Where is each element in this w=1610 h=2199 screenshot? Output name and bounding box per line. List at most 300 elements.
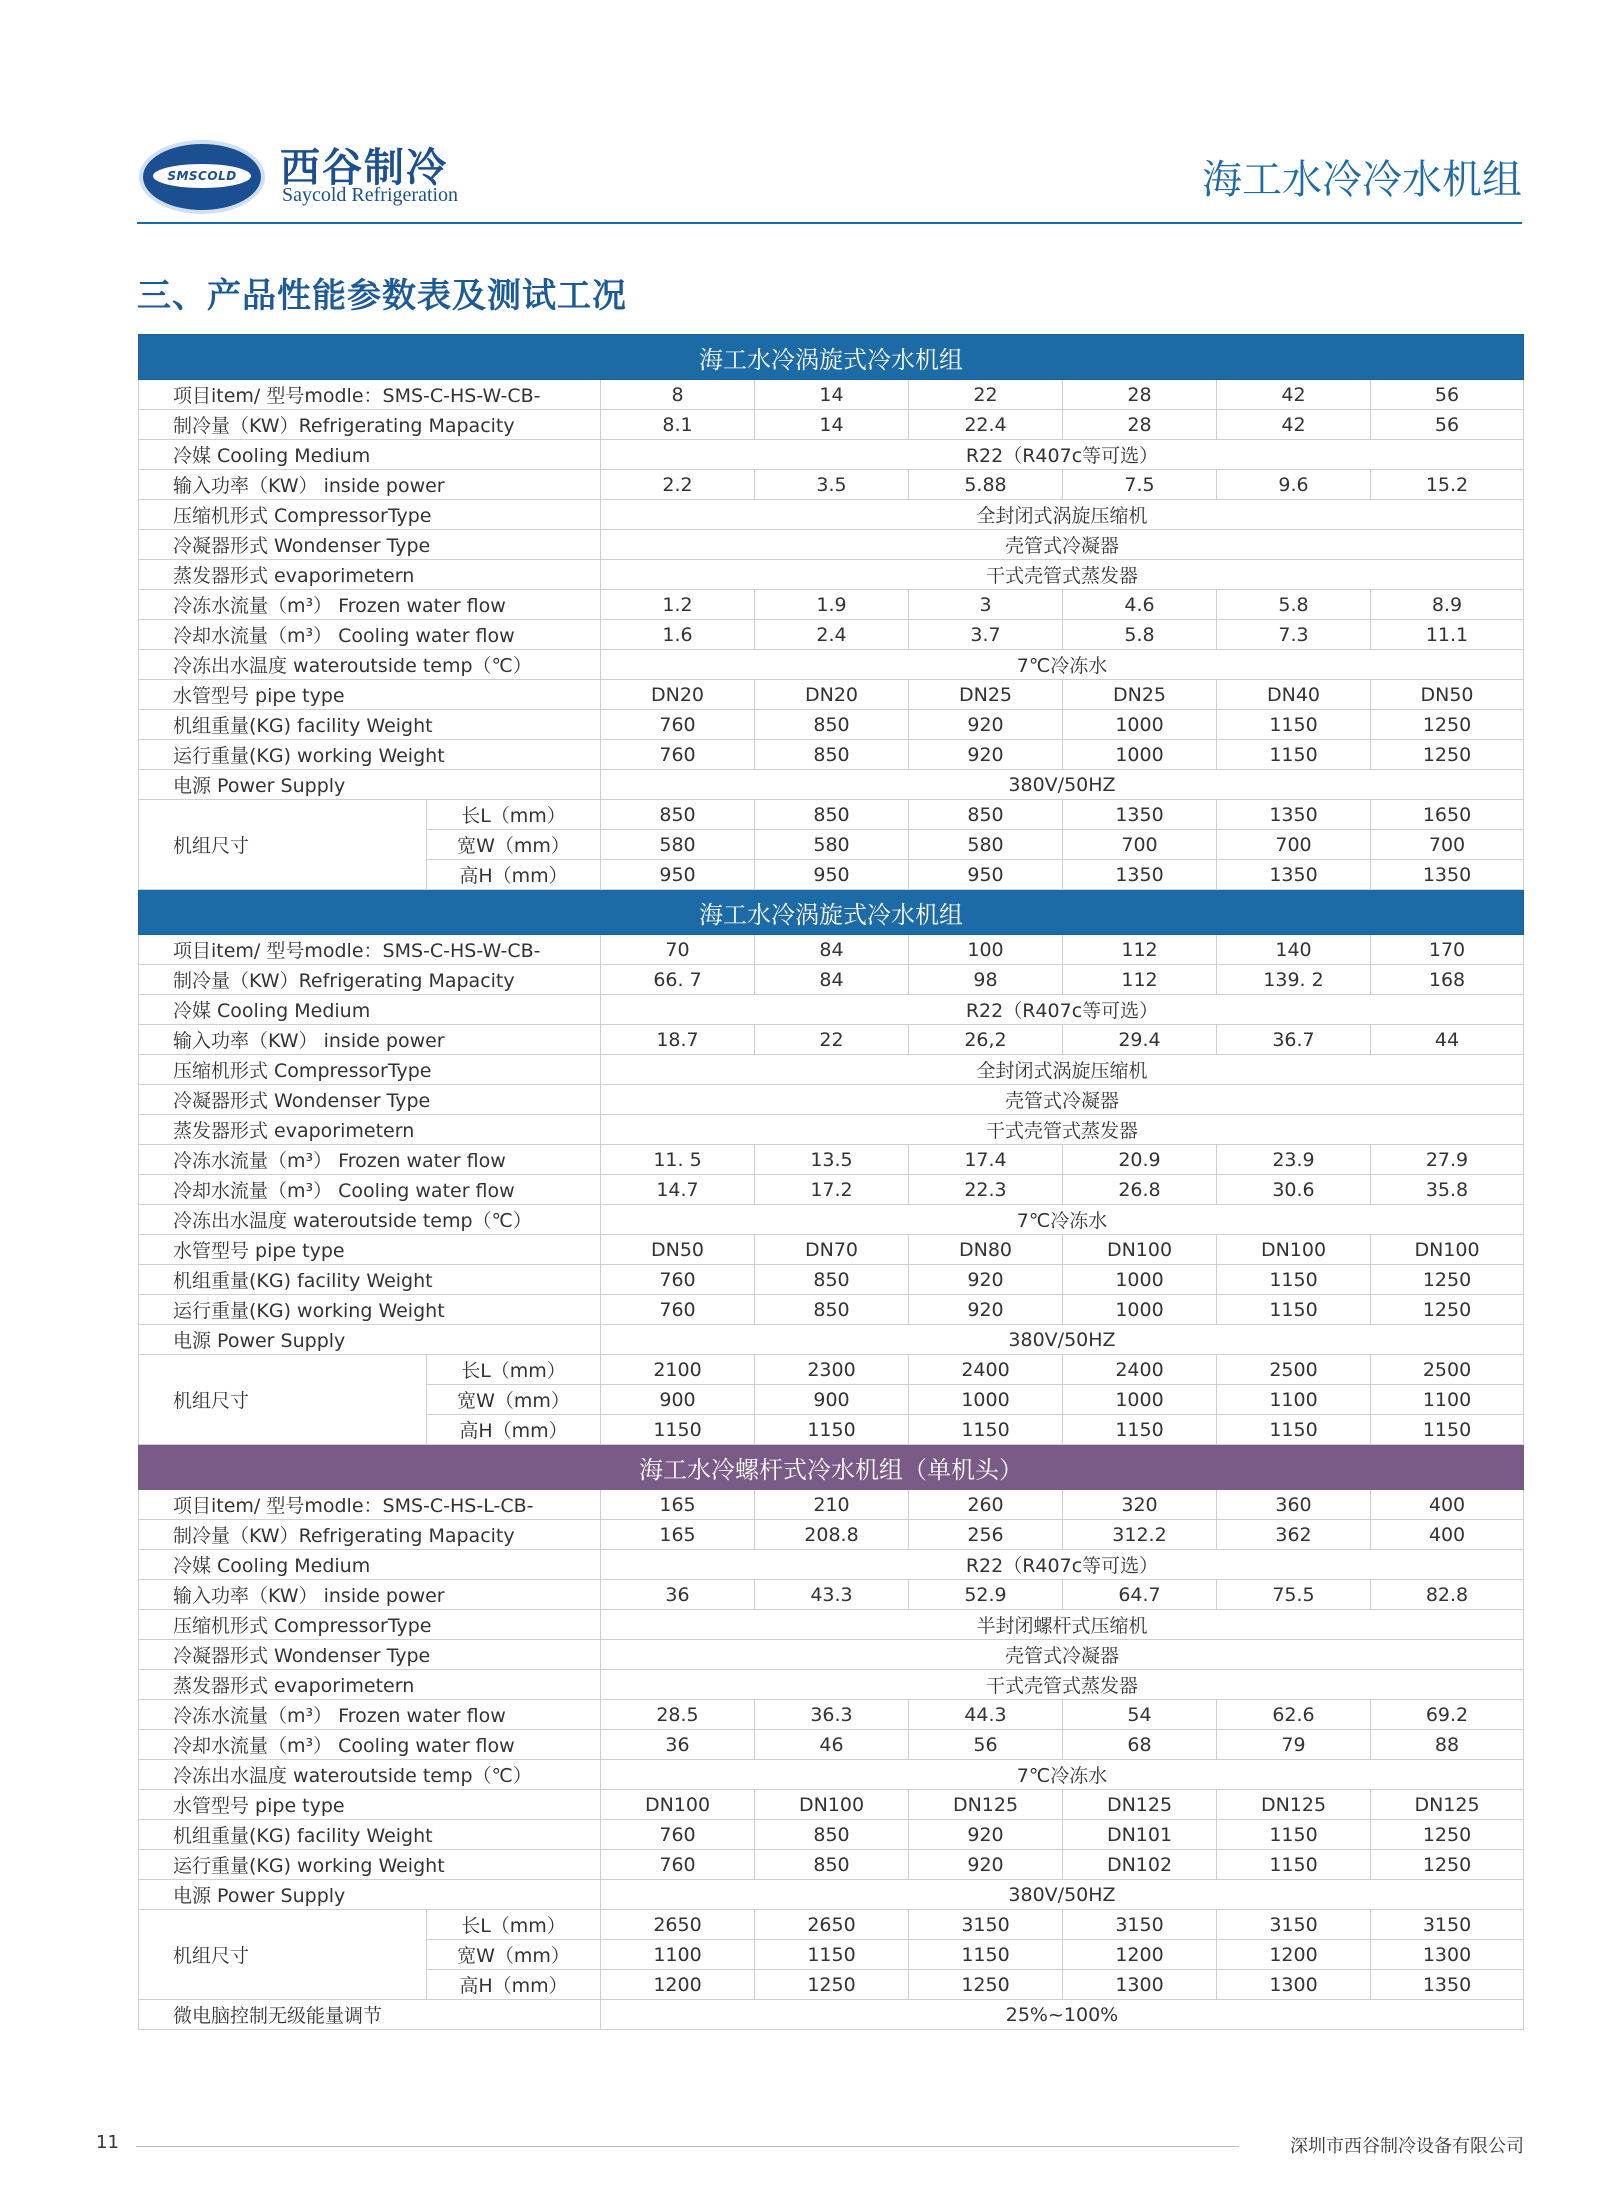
header-divider — [137, 222, 1522, 224]
model-cell: 112 — [1063, 935, 1217, 965]
size-length-cell: 2400 — [1063, 1355, 1217, 1385]
size-width-cell: 1100 — [1217, 1385, 1371, 1415]
facility-weight-cell: DN101 — [1063, 1820, 1217, 1850]
power-label: 输入功率（KW） inside power — [139, 470, 601, 500]
model-cell: 8 — [601, 380, 755, 410]
condenser-value: 壳管式冷凝器 — [601, 1640, 1524, 1670]
power-row — [139, 1025, 1524, 1055]
working-weight-cell: 1150 — [1217, 740, 1371, 770]
power-cell: 36.7 — [1217, 1025, 1371, 1055]
size-height-cell: 1300 — [1063, 1970, 1217, 2000]
cooling-flow-cell: 5.8 — [1063, 620, 1217, 650]
size-width-cell: 1000 — [909, 1385, 1063, 1415]
condenser-value: 壳管式冷凝器 — [601, 1085, 1524, 1115]
working-weight-label: 运行重量(KG) working Weight — [139, 740, 601, 770]
frozen-flow-label: 冷冻水流量（m³） Frozen water flow — [139, 590, 601, 620]
size-width-cell: 700 — [1217, 830, 1371, 860]
size-label: 机组尺寸 — [139, 1355, 427, 1445]
size-height-cell: 1350 — [1063, 860, 1217, 890]
facility-weight-cell: 1250 — [1371, 1820, 1524, 1850]
model-cell: 360 — [1217, 1490, 1371, 1520]
cooling-flow-row — [139, 1175, 1524, 1205]
medium-row — [139, 440, 1524, 470]
evaporator-value: 干式壳管式蒸发器 — [601, 1670, 1524, 1700]
compressor-value: 全封闭式涡旋压缩机 — [601, 500, 1524, 530]
size-width-cell: 1150 — [755, 1940, 909, 1970]
size-width-cell: 580 — [601, 830, 755, 860]
evaporator-value: 干式壳管式蒸发器 — [601, 560, 1524, 590]
working-weight-cell: 850 — [755, 1295, 909, 1325]
size-length-row — [139, 1910, 1524, 1940]
power-supply-row — [139, 770, 1524, 800]
power-supply-row — [139, 1325, 1524, 1355]
capacity-cell: 28 — [1063, 410, 1217, 440]
cooling-flow-cell: 11.1 — [1371, 620, 1524, 650]
size-label: 机组尺寸 — [139, 1910, 427, 2000]
size-length-cell: 2400 — [909, 1355, 1063, 1385]
power-supply-row — [139, 1880, 1524, 1910]
evaporator-row — [139, 1670, 1524, 1700]
section-title: 三、产品性能参数表及测试工况 — [137, 276, 627, 316]
size-width-cell: 1200 — [1063, 1940, 1217, 1970]
power-cell: 2.2 — [601, 470, 755, 500]
power-supply-value: 380V/50HZ — [601, 1880, 1524, 1910]
working-weight-cell: 920 — [909, 740, 1063, 770]
cooling-flow-cell: 30.6 — [1217, 1175, 1371, 1205]
working-weight-cell: 1250 — [1371, 1295, 1524, 1325]
frozen-flow-cell: 36.3 — [755, 1700, 909, 1730]
frozen-flow-cell: 5.8 — [1217, 590, 1371, 620]
capacity-row — [139, 965, 1524, 995]
model-cell: 140 — [1217, 935, 1371, 965]
model-label: 项目item/ 型号modle：SMS-C-HS-W-CB- — [139, 380, 601, 410]
size-length-label: 长L（mm） — [427, 1910, 601, 1940]
size-height-cell: 1150 — [1217, 1415, 1371, 1445]
section-band-title: 海工水冷螺杆式冷水机组（单机头） — [139, 1445, 1524, 1490]
facility-weight-cell: 760 — [601, 1820, 755, 1850]
pipe-cell: DN125 — [909, 1790, 1063, 1820]
size-length-cell: 1650 — [1371, 800, 1524, 830]
brand-name-cn: 西谷制冷 — [280, 144, 448, 191]
capacity-cell: 165 — [601, 1520, 755, 1550]
capacity-cell: 139. 2 — [1217, 965, 1371, 995]
frozen-flow-label: 冷冻水流量（m³） Frozen water flow — [139, 1700, 601, 1730]
facility-weight-cell: 1150 — [1217, 710, 1371, 740]
size-width-cell: 1300 — [1371, 1940, 1524, 1970]
size-length-cell: 850 — [755, 800, 909, 830]
cooling-flow-cell: 46 — [755, 1730, 909, 1760]
model-row — [139, 1490, 1524, 1520]
cooling-flow-cell: 35.8 — [1371, 1175, 1524, 1205]
size-height-cell: 1150 — [1063, 1415, 1217, 1445]
frozen-flow-cell: 1.2 — [601, 590, 755, 620]
spec-table — [138, 334, 1524, 2030]
capacity-label: 制冷量（KW）Refrigerating Mapacity — [139, 1520, 601, 1550]
size-length-cell: 2650 — [755, 1910, 909, 1940]
size-length-label: 长L（mm） — [427, 1355, 601, 1385]
cooling-flow-label: 冷却水流量（m³） Cooling water flow — [139, 1175, 601, 1205]
working-weight-row — [139, 1295, 1524, 1325]
pipe-cell: DN100 — [601, 1790, 755, 1820]
section-band-title: 海工水冷涡旋式冷水机组 — [139, 890, 1524, 935]
footer-divider — [136, 2146, 1239, 2147]
cooling-flow-cell: 88 — [1371, 1730, 1524, 1760]
facility-weight-cell: 1250 — [1371, 1265, 1524, 1295]
frozen-flow-row — [139, 1700, 1524, 1730]
cooling-flow-cell: 22.3 — [909, 1175, 1063, 1205]
evaporator-row — [139, 560, 1524, 590]
size-height-cell: 1350 — [1217, 860, 1371, 890]
facility-weight-cell: 920 — [909, 1820, 1063, 1850]
medium-label: 冷媒 Cooling Medium — [139, 440, 601, 470]
capacity-cell: 208.8 — [755, 1520, 909, 1550]
size-height-cell: 1350 — [1371, 1970, 1524, 2000]
compressor-value: 全封闭式涡旋压缩机 — [601, 1055, 1524, 1085]
model-cell: 400 — [1371, 1490, 1524, 1520]
size-height-cell: 950 — [755, 860, 909, 890]
pipe-row — [139, 1235, 1524, 1265]
size-width-cell: 900 — [601, 1385, 755, 1415]
working-weight-cell: 760 — [601, 1850, 755, 1880]
model-cell: 14 — [755, 380, 909, 410]
frozen-flow-cell: 69.2 — [1371, 1700, 1524, 1730]
facility-weight-cell: 760 — [601, 710, 755, 740]
pipe-cell: DN50 — [601, 1235, 755, 1265]
facility-weight-cell: 850 — [755, 1265, 909, 1295]
size-length-cell: 2100 — [601, 1355, 755, 1385]
model-row — [139, 380, 1524, 410]
out-temp-row — [139, 1760, 1524, 1790]
size-height-label: 高H（mm） — [427, 1970, 601, 2000]
facility-weight-label: 机组重量(KG) facility Weight — [139, 1820, 601, 1850]
capacity-cell: 66. 7 — [601, 965, 755, 995]
capacity-label: 制冷量（KW）Refrigerating Mapacity — [139, 965, 601, 995]
medium-label: 冷媒 Cooling Medium — [139, 1550, 601, 1580]
evaporator-label: 蒸发器形式 evaporimetern — [139, 1115, 601, 1145]
medium-value: R22（R407c等可选） — [601, 1550, 1524, 1580]
power-row — [139, 470, 1524, 500]
model-cell: 165 — [601, 1490, 755, 1520]
power-cell: 18.7 — [601, 1025, 755, 1055]
power-cell: 29.4 — [1063, 1025, 1217, 1055]
model-cell: 70 — [601, 935, 755, 965]
section-band — [139, 1445, 1524, 1490]
model-cell: 84 — [755, 935, 909, 965]
cooling-flow-cell: 68 — [1063, 1730, 1217, 1760]
power-cell: 3.5 — [755, 470, 909, 500]
model-cell: 320 — [1063, 1490, 1217, 1520]
frozen-flow-cell: 13.5 — [755, 1145, 909, 1175]
evaporator-label: 蒸发器形式 evaporimetern — [139, 1670, 601, 1700]
evaporator-value: 干式壳管式蒸发器 — [601, 1115, 1524, 1145]
size-height-label: 高H（mm） — [427, 1415, 601, 1445]
size-length-cell: 3150 — [1217, 1910, 1371, 1940]
condenser-row — [139, 1640, 1524, 1670]
pipe-cell: DN20 — [755, 680, 909, 710]
capacity-cell: 256 — [909, 1520, 1063, 1550]
pipe-cell: DN40 — [1217, 680, 1371, 710]
condenser-label: 冷凝器形式 Wondenser Type — [139, 1640, 601, 1670]
size-width-label: 宽W（mm） — [427, 1940, 601, 1970]
model-label: 项目item/ 型号modle：SMS-C-HS-W-CB- — [139, 935, 601, 965]
working-weight-cell: 1000 — [1063, 740, 1217, 770]
pipe-cell: DN125 — [1063, 1790, 1217, 1820]
working-weight-cell: 920 — [909, 1295, 1063, 1325]
pipe-cell: DN100 — [755, 1790, 909, 1820]
size-length-cell: 3150 — [1371, 1910, 1524, 1940]
working-weight-cell: 760 — [601, 740, 755, 770]
frozen-flow-cell: 28.5 — [601, 1700, 755, 1730]
model-cell: 28 — [1063, 380, 1217, 410]
size-height-cell: 1300 — [1217, 1970, 1371, 2000]
out-temp-value: 7℃冷冻水 — [601, 650, 1524, 680]
compressor-label: 压缩机形式 CompressorType — [139, 1055, 601, 1085]
cooling-flow-cell: 1.6 — [601, 620, 755, 650]
working-weight-cell: 920 — [909, 1850, 1063, 1880]
frozen-flow-cell: 1.9 — [755, 590, 909, 620]
power-row — [139, 1580, 1524, 1610]
compressor-row — [139, 1055, 1524, 1085]
power-cell: 5.88 — [909, 470, 1063, 500]
facility-weight-row — [139, 1820, 1524, 1850]
capacity-label: 制冷量（KW）Refrigerating Mapacity — [139, 410, 601, 440]
capacity-cell: 8.1 — [601, 410, 755, 440]
power-supply-value: 380V/50HZ — [601, 770, 1524, 800]
pipe-cell: DN70 — [755, 1235, 909, 1265]
cooling-flow-cell: 7.3 — [1217, 620, 1371, 650]
frozen-flow-cell: 27.9 — [1371, 1145, 1524, 1175]
size-length-label: 长L（mm） — [427, 800, 601, 830]
size-height-cell: 1150 — [601, 1415, 755, 1445]
pipe-cell: DN100 — [1217, 1235, 1371, 1265]
size-width-cell: 700 — [1371, 830, 1524, 860]
power-supply-label: 电源 Power Supply — [139, 770, 601, 800]
cooling-flow-cell: 3.7 — [909, 620, 1063, 650]
section-band-title: 海工水冷涡旋式冷水机组 — [139, 335, 1524, 380]
power-supply-label: 电源 Power Supply — [139, 1325, 601, 1355]
condenser-row — [139, 1085, 1524, 1115]
power-cell: 52.9 — [909, 1580, 1063, 1610]
power-cell: 82.8 — [1371, 1580, 1524, 1610]
size-height-cell: 950 — [909, 860, 1063, 890]
cooling-flow-cell: 79 — [1217, 1730, 1371, 1760]
size-width-label: 宽W（mm） — [427, 1385, 601, 1415]
pipe-cell: DN125 — [1371, 1790, 1524, 1820]
pipe-cell: DN25 — [909, 680, 1063, 710]
size-length-cell: 3150 — [1063, 1910, 1217, 1940]
capacity-cell: 42 — [1217, 410, 1371, 440]
brand-name-en: Saycold Refrigeration — [282, 184, 459, 206]
capacity-cell: 312.2 — [1063, 1520, 1217, 1550]
model-cell: 22 — [909, 380, 1063, 410]
model-cell: 170 — [1371, 935, 1524, 965]
size-length-row — [139, 1355, 1524, 1385]
frozen-flow-cell: 54 — [1063, 1700, 1217, 1730]
size-height-label: 高H（mm） — [427, 860, 601, 890]
frozen-flow-cell: 20.9 — [1063, 1145, 1217, 1175]
cooling-flow-cell: 26.8 — [1063, 1175, 1217, 1205]
power-cell: 36 — [601, 1580, 755, 1610]
size-width-cell: 1000 — [1063, 1385, 1217, 1415]
frozen-flow-label: 冷冻水流量（m³） Frozen water flow — [139, 1145, 601, 1175]
power-cell: 64.7 — [1063, 1580, 1217, 1610]
working-weight-cell: 760 — [601, 1295, 755, 1325]
control-label: 微电脑控制无级能量调节 — [139, 2000, 601, 2030]
control-value: 25%~100% — [601, 2000, 1524, 2030]
power-cell: 44 — [1371, 1025, 1524, 1055]
facility-weight-cell: 1250 — [1371, 710, 1524, 740]
section-band — [139, 335, 1524, 380]
condenser-row — [139, 530, 1524, 560]
size-length-cell: 1350 — [1217, 800, 1371, 830]
medium-row — [139, 1550, 1524, 1580]
facility-weight-label: 机组重量(KG) facility Weight — [139, 710, 601, 740]
capacity-cell: 84 — [755, 965, 909, 995]
evaporator-label: 蒸发器形式 evaporimetern — [139, 560, 601, 590]
working-weight-cell: 850 — [755, 740, 909, 770]
facility-weight-row — [139, 710, 1524, 740]
control-row — [139, 2000, 1524, 2030]
power-cell: 43.3 — [755, 1580, 909, 1610]
cooling-flow-cell: 17.2 — [755, 1175, 909, 1205]
frozen-flow-row — [139, 590, 1524, 620]
working-weight-cell: DN102 — [1063, 1850, 1217, 1880]
capacity-row — [139, 1520, 1524, 1550]
power-cell: 75.5 — [1217, 1580, 1371, 1610]
page-header — [137, 128, 1522, 222]
evaporator-row — [139, 1115, 1524, 1145]
condenser-label: 冷凝器形式 Wondenser Type — [139, 1085, 601, 1115]
pipe-row — [139, 680, 1524, 710]
size-width-cell: 580 — [909, 830, 1063, 860]
brand-logo — [139, 140, 265, 214]
size-height-cell: 950 — [601, 860, 755, 890]
pipe-cell: DN100 — [1371, 1235, 1524, 1265]
size-length-cell: 1350 — [1063, 800, 1217, 830]
size-width-cell: 1200 — [1217, 1940, 1371, 1970]
condenser-label: 冷凝器形式 Wondenser Type — [139, 530, 601, 560]
power-label: 输入功率（KW） inside power — [139, 1025, 601, 1055]
model-row — [139, 935, 1524, 965]
cooling-flow-label: 冷却水流量（m³） Cooling water flow — [139, 1730, 601, 1760]
power-cell: 9.6 — [1217, 470, 1371, 500]
facility-weight-cell: 760 — [601, 1265, 755, 1295]
model-cell: 56 — [1371, 380, 1524, 410]
size-length-row — [139, 800, 1524, 830]
model-cell: 260 — [909, 1490, 1063, 1520]
model-cell: 210 — [755, 1490, 909, 1520]
capacity-cell: 98 — [909, 965, 1063, 995]
section-band — [139, 890, 1524, 935]
footer-company: 深圳市西谷制冷设备有限公司 — [1290, 2136, 1524, 2157]
facility-weight-label: 机组重量(KG) facility Weight — [139, 1265, 601, 1295]
size-height-cell: 1250 — [755, 1970, 909, 2000]
size-length-cell: 3150 — [909, 1910, 1063, 1940]
capacity-row — [139, 410, 1524, 440]
cooling-flow-cell: 36 — [601, 1730, 755, 1760]
facility-weight-cell: 850 — [755, 710, 909, 740]
size-length-cell: 850 — [601, 800, 755, 830]
size-width-cell: 1100 — [1371, 1385, 1524, 1415]
facility-weight-cell: 1150 — [1217, 1265, 1371, 1295]
size-length-cell: 850 — [909, 800, 1063, 830]
frozen-flow-cell: 3 — [909, 590, 1063, 620]
medium-row — [139, 995, 1524, 1025]
pipe-row — [139, 1790, 1524, 1820]
model-cell: 42 — [1217, 380, 1371, 410]
size-width-cell: 580 — [755, 830, 909, 860]
out-temp-row — [139, 1205, 1524, 1235]
power-cell: 7.5 — [1063, 470, 1217, 500]
medium-label: 冷媒 Cooling Medium — [139, 995, 601, 1025]
logo-text: SMSCOLD — [153, 164, 251, 188]
pipe-cell: DN125 — [1217, 1790, 1371, 1820]
working-weight-row — [139, 1850, 1524, 1880]
working-weight-label: 运行重量(KG) working Weight — [139, 1850, 601, 1880]
cooling-flow-cell: 14.7 — [601, 1175, 755, 1205]
out-temp-label: 冷冻出水温度 wateroutside temp（℃） — [139, 1760, 601, 1790]
power-label: 输入功率（KW） inside power — [139, 1580, 601, 1610]
pipe-cell: DN20 — [601, 680, 755, 710]
cooling-flow-row — [139, 1730, 1524, 1760]
size-width-cell: 900 — [755, 1385, 909, 1415]
capacity-cell: 14 — [755, 410, 909, 440]
working-weight-cell: 850 — [755, 1850, 909, 1880]
frozen-flow-cell: 4.6 — [1063, 590, 1217, 620]
size-length-cell: 2500 — [1371, 1355, 1524, 1385]
out-temp-row — [139, 650, 1524, 680]
pipe-cell: DN100 — [1063, 1235, 1217, 1265]
frozen-flow-cell: 23.9 — [1217, 1145, 1371, 1175]
size-height-cell: 1250 — [909, 1970, 1063, 2000]
out-temp-value: 7℃冷冻水 — [601, 1205, 1524, 1235]
size-height-cell: 1150 — [755, 1415, 909, 1445]
header-title: 海工水冷冷水机组 — [1202, 157, 1522, 203]
facility-weight-cell: 1000 — [1063, 710, 1217, 740]
page-number: 11 — [96, 2132, 119, 2153]
working-weight-row — [139, 740, 1524, 770]
pipe-cell: DN25 — [1063, 680, 1217, 710]
working-weight-cell: 1150 — [1217, 1295, 1371, 1325]
frozen-flow-cell: 62.6 — [1217, 1700, 1371, 1730]
size-width-cell: 700 — [1063, 830, 1217, 860]
size-length-cell: 2500 — [1217, 1355, 1371, 1385]
pipe-cell: DN80 — [909, 1235, 1063, 1265]
power-cell: 22 — [755, 1025, 909, 1055]
facility-weight-cell: 920 — [909, 710, 1063, 740]
pipe-label: 水管型号 pipe type — [139, 1790, 601, 1820]
size-height-cell: 1150 — [1371, 1415, 1524, 1445]
facility-weight-cell: 1000 — [1063, 1265, 1217, 1295]
size-height-cell: 1350 — [1371, 860, 1524, 890]
cooling-flow-cell: 2.4 — [755, 620, 909, 650]
capacity-cell: 22.4 — [909, 410, 1063, 440]
working-weight-label: 运行重量(KG) working Weight — [139, 1295, 601, 1325]
cooling-flow-label: 冷却水流量（m³） Cooling water flow — [139, 620, 601, 650]
size-width-cell: 1100 — [601, 1940, 755, 1970]
size-height-cell: 1200 — [601, 1970, 755, 2000]
pipe-label: 水管型号 pipe type — [139, 680, 601, 710]
medium-value: R22（R407c等可选） — [601, 440, 1524, 470]
medium-value: R22（R407c等可选） — [601, 995, 1524, 1025]
facility-weight-cell: 1150 — [1217, 1820, 1371, 1850]
compressor-value: 半封闭螺杆式压缩机 — [601, 1610, 1524, 1640]
pipe-cell: DN50 — [1371, 680, 1524, 710]
cooling-flow-cell: 56 — [909, 1730, 1063, 1760]
frozen-flow-cell: 11. 5 — [601, 1145, 755, 1175]
cooling-flow-row — [139, 620, 1524, 650]
working-weight-cell: 1000 — [1063, 1295, 1217, 1325]
